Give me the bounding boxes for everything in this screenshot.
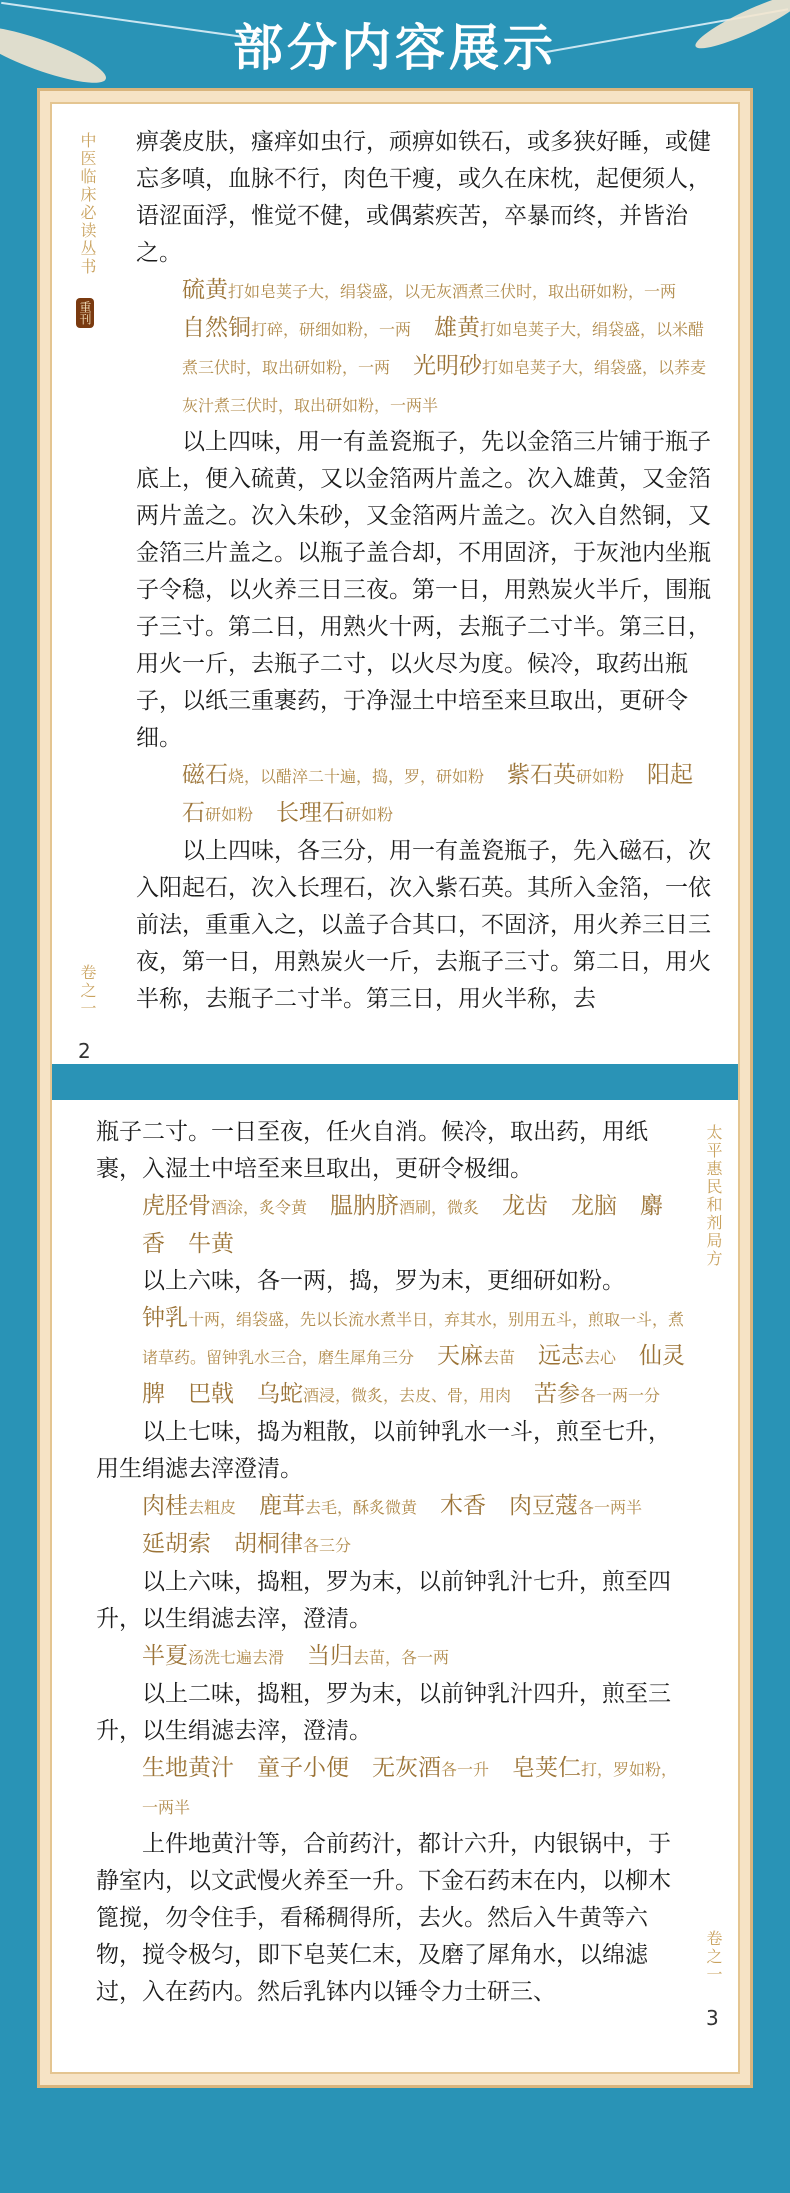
ingredient-note: 各一两半: [578, 1498, 643, 1517]
ingredient-name: 硫黄: [182, 277, 228, 303]
ingredient-name: 长理石: [276, 800, 346, 826]
ingredient-name: 磁石: [182, 762, 228, 788]
ingredient-name: 仙灵脾: [142, 1343, 686, 1407]
ingredient-name: 天麻: [437, 1343, 484, 1369]
ingredient-note: 汤洗七遍去滑: [188, 1648, 285, 1667]
ingredient-name: 延胡索: [142, 1531, 211, 1557]
ingredient-name: 自然铜: [182, 315, 251, 341]
ingredient-name: 远志: [538, 1343, 585, 1369]
ingredient-name: 木香: [440, 1493, 487, 1519]
ingredient-name: 光明砂: [413, 353, 483, 379]
page-divider: [52, 1064, 738, 1100]
ingredient-name: 当归: [307, 1643, 354, 1669]
ingredient-name: 无灰酒: [372, 1755, 441, 1781]
ingredient-name: 虎胫骨: [142, 1193, 211, 1219]
page-body: [136, 124, 714, 1018]
body-paragraph: 瓶子二寸。一日至夜，任火自消。候冷，取出药，用纸裹，入湿土中培至来旦取出，更研令极细。: [96, 1119, 648, 1182]
ingredient-note: 各一升: [441, 1760, 490, 1779]
page-number: 2: [78, 1039, 91, 1063]
book-page-right: [52, 1100, 738, 2072]
ingredient-name: 皂荚仁: [512, 1755, 582, 1781]
body-paragraph: 以上四味，用一有盖瓷瓶子，先以金箔三片铺于瓶子底上，便入硫黄，又以金箔两片盖之。次入雄黄，又金箔两片盖之。次入朱砂，又金箔两片盖之。次入自然铜，又金箔三片盖之。以瓶子盖合却，不用固济，于灰池内坐瓶子令稳，以火养三日三夜。第一日，用熟炭火半斤，围瓶子三寸。第二日，用熟火十两，去瓶子二寸半。第三日，用火一斤，去瓶子二寸，以火尽为度。候冷，取药出瓶子，以纸三重裹药，于净湿土中培至来旦取出，更研令细。: [136, 429, 711, 751]
ingredient-note: 去心: [584, 1348, 617, 1367]
ingredient-name: 肉桂: [142, 1493, 188, 1519]
ingredient-name: 龙脑: [571, 1193, 618, 1219]
ingredient-note: 去粗皮: [188, 1498, 237, 1517]
ingredient-note: 打，罗如粉，一两半: [142, 1760, 678, 1817]
ingredient-list: [96, 1300, 686, 1414]
seal-stamp: 重刊: [76, 294, 94, 332]
ingredient-note: 酒刷，微炙: [399, 1198, 480, 1217]
series-title: 太平惠民和剂局方: [704, 1124, 723, 1268]
body-paragraph: 上件地黄汁等，合前药汁，都计六升，内银锅中，于静室内，以文武慢火养至一升。下金石药末在内，以柳木篦搅，勿令住手，看稀稠得所，去火。然后入牛黄等六物，搅令极匀，即下皂荚仁末，及磨了犀角水，以绵滤过，入在药内。然后乳钵内以锤令力士研三、: [96, 1831, 671, 2005]
ingredient-list: [96, 1750, 686, 1826]
ingredient-note: 研如粉: [345, 805, 394, 824]
ingredient-name: 鹿茸: [259, 1493, 306, 1519]
ingredient-name: 牛黄: [188, 1231, 234, 1257]
ingredient-name: 龙齿: [502, 1193, 549, 1219]
ingredient-name: 雄黄: [434, 315, 481, 341]
ingredient-list: [96, 1488, 686, 1564]
ingredient-note: 打如皂荚子大，绢袋盛，以荞麦灰汁煮三伏时，取出研如粉，一两半: [182, 358, 707, 415]
ingredient-name: 麝香: [142, 1193, 664, 1257]
ingredient-note: 打如皂荚子大，绢袋盛，以米醋煮三伏时，取出研如粉，一两: [182, 320, 705, 377]
body-paragraph: 痹袭皮肤，瘙痒如虫行，顽痹如铁石，或多狭好睡，或健忘多嗔，血脉不行，肉色干瘦，或久在床枕，起便须人，语涩面浮，惟觉不健，或偶萦疾苦，卒暴而终，并皆治之。: [136, 129, 711, 266]
ingredient-note: 酒浸，微炙，去皮、骨，用肉: [303, 1386, 512, 1405]
body-paragraph: 以上二味，捣粗，罗为末，以前钟乳汁四升，煎至三升，以生绢滤去滓，澄清。: [96, 1681, 671, 1744]
ingredient-name: 阳起石: [182, 762, 694, 826]
series-title: 中医临床必读丛书: [78, 132, 97, 276]
ingredient-name: 胡桐律: [234, 1531, 303, 1557]
page-body: [96, 1114, 686, 2011]
banner-title: 部分内容展示: [233, 19, 557, 77]
ingredient-name: 腽肭脐: [330, 1193, 400, 1219]
ingredient-name: 半夏: [142, 1643, 188, 1669]
ingredient-name: 肉豆蔻: [509, 1493, 579, 1519]
volume-label: 卷之一: [78, 964, 97, 1018]
ingredient-name: 紫石英: [507, 762, 577, 788]
ingredient-name: 生地黄汁: [142, 1755, 234, 1781]
ingredient-note: 去苗，各一两: [353, 1648, 450, 1667]
ingredient-name: 童子小便: [257, 1755, 349, 1781]
ingredient-note: 打如皂荚子大，绢袋盛，以无灰酒煮三伏时，取出研如粉，一两: [228, 282, 677, 301]
ingredient-note: 研如粉: [576, 767, 625, 786]
ingredient-name: 乌蛇: [257, 1381, 303, 1407]
body-paragraph: 以上七味，捣为粗散，以前钟乳水一斗，煎至七升，用生绢滤去滓澄清。: [96, 1419, 671, 1482]
page-number: 3: [706, 2006, 719, 2030]
ingredient-list: [136, 272, 714, 424]
body-paragraph: 以上六味，捣粗，罗为末，以前钟乳汁七升，煎至四升，以生绢滤去滓，澄清。: [96, 1569, 671, 1632]
ingredient-note: 去毛，酥炙微黄: [305, 1498, 418, 1517]
body-paragraph: 以上四味，各三分，用一有盖瓷瓶子，先入磁石，次入阳起石，次入长理石，次入紫石英。其所入金箔，一依前法，重重入之，以盖子合其口，不固济，用火养三日三夜，第一日，用熟炭火一斤，去瓶子三寸。第二日，用火半称，去瓶子二寸半。第三日，用火半称，去: [136, 838, 711, 1012]
ingredient-note: 研如粉: [205, 805, 254, 824]
ingredient-note: 十两，绢袋盛，先以长流水煮半日，弃其水，别用五斗，煎取一斗，煮诸草药。留钟乳水三合，磨生犀角三分: [142, 1310, 685, 1367]
ingredient-note: 酒涂，炙令黄: [211, 1198, 308, 1217]
ingredient-list: [96, 1638, 686, 1676]
volume-label: 卷之一: [704, 1930, 723, 1984]
ingredient-note: 打碎，研细如粉，一两: [251, 320, 412, 339]
ingredient-note: 各一两一分: [580, 1386, 661, 1405]
ingredient-name: 巴戟: [188, 1381, 234, 1407]
ingredient-list: [136, 757, 714, 833]
ingredient-list: [96, 1188, 686, 1263]
ingredient-name: 钟乳: [142, 1305, 188, 1331]
ingredient-note: 烧，以醋淬二十遍，捣，罗，研如粉: [228, 767, 485, 786]
ingredient-name: 苦参: [534, 1381, 581, 1407]
ingredient-note: 各三分: [303, 1536, 352, 1555]
body-paragraph: 以上六味，各一两，捣，罗为末，更细研如粉。: [142, 1268, 625, 1294]
ingredient-note: 去苗: [483, 1348, 516, 1367]
book-page-left: [52, 104, 738, 1064]
